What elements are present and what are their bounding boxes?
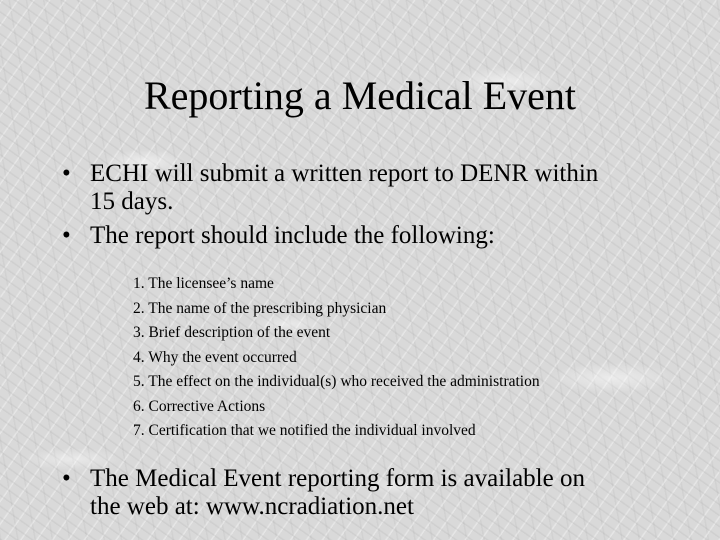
bullet-text-line: the web at: www.ncradiation.net — [90, 493, 414, 520]
bullet-text-line: ECHI will submit a written report to DENR within — [90, 160, 599, 187]
bullet-text-line: The Medical Event reporting form is available on — [90, 465, 585, 492]
bullet-dot-icon: • — [62, 160, 71, 187]
report-contents-list — [133, 272, 540, 444]
list-item: 6. Corrective Actions — [133, 397, 266, 415]
bullet-item-report-deadline — [62, 160, 702, 216]
slide-title: Reporting a Medical Event — [143, 73, 577, 118]
bullet-text-line: The report should include the following: — [90, 222, 495, 249]
bullet-dot-icon: • — [62, 465, 71, 492]
bullet-text-line: 15 days. — [90, 188, 174, 215]
list-item: 5. The effect on the individual(s) who received the administration — [133, 373, 540, 390]
bullet-item-report-contents — [62, 222, 702, 250]
list-item: 7. Certification that we notified the individual involved — [133, 422, 476, 439]
bullet-dot-icon: • — [62, 222, 71, 249]
bullet-list — [62, 160, 702, 256]
list-item: 4. Why the event occurred — [133, 348, 297, 366]
list-item: 1. The licensee’s name — [133, 275, 274, 292]
list-item: 3. Brief description of the event — [133, 324, 331, 341]
bullet-item-reporting-form — [62, 465, 720, 521]
list-item: 2. The name of the prescribing physician — [133, 299, 387, 317]
